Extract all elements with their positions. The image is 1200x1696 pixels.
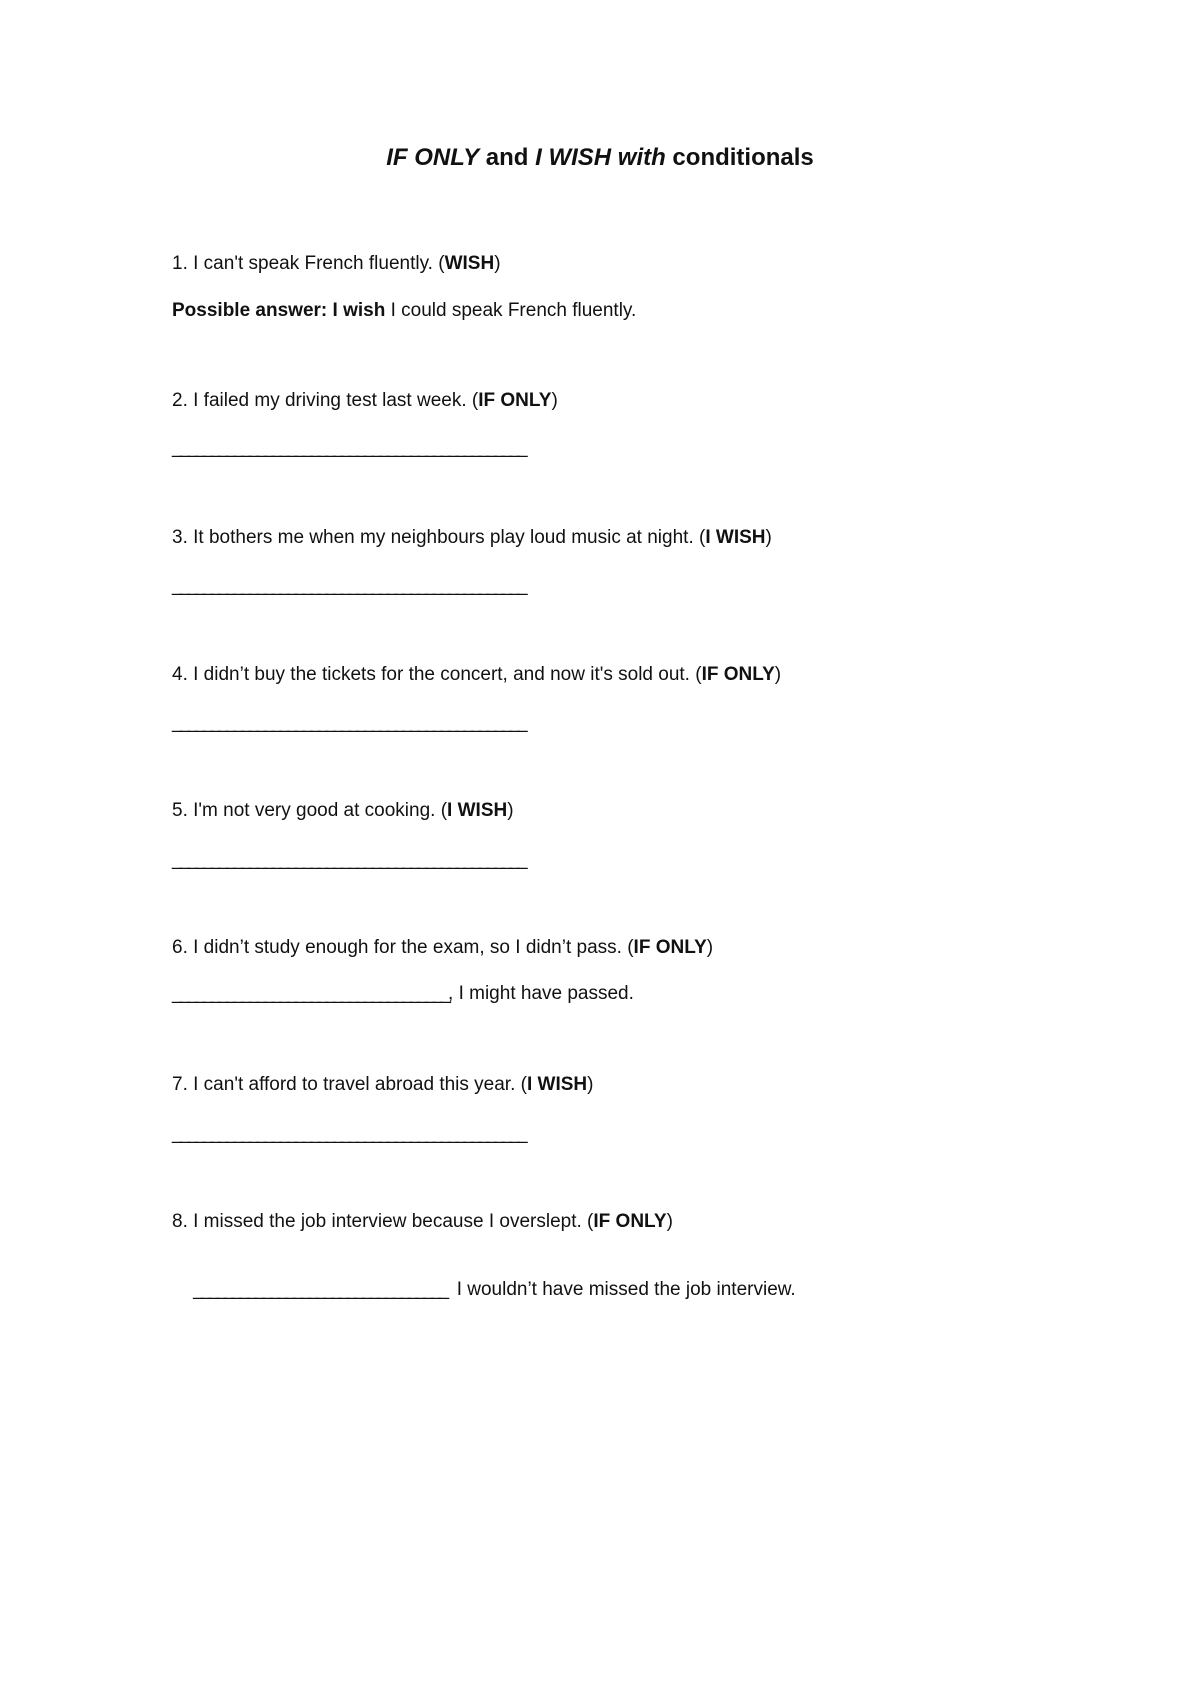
question-6-close: ) xyxy=(706,937,714,958)
question-3-close: ) xyxy=(765,527,772,548)
question-2-prompt: 2. I failed my driving test last week. ( xyxy=(172,390,479,411)
page-title xyxy=(0,144,1200,172)
question-8-prompt: 8. I missed the job interview because I overslept. ( xyxy=(172,1211,594,1232)
answer-blank-4[interactable]: ______________________________________________ xyxy=(172,712,525,733)
question-2-close: ) xyxy=(551,390,558,411)
answer-line-7[interactable] xyxy=(172,1123,525,1145)
question-8 xyxy=(172,1211,673,1233)
question-1-keyword: WISH xyxy=(444,253,495,274)
answer-blank-3[interactable]: ______________________________________________ xyxy=(172,575,525,596)
answer-line-2[interactable] xyxy=(172,437,525,459)
question-5-keyword: I WISH xyxy=(447,800,508,821)
question-7-close: ) xyxy=(587,1074,594,1095)
question-7-keyword: I WISH xyxy=(526,1074,588,1095)
question-5 xyxy=(172,800,514,822)
answer-blank-8[interactable]: _________________________________ xyxy=(193,1279,447,1300)
title-i-wish-with: I WISH with xyxy=(535,144,666,171)
question-7-prompt: 7. I can't afford to travel abroad this year. ( xyxy=(172,1074,527,1095)
answer-label: Possible answer: I wish xyxy=(172,300,386,321)
question-1-close: ) xyxy=(494,253,501,274)
question-4-close: ) xyxy=(774,664,782,685)
question-6-prompt: 6. I didn’t study enough for the exam, so I didn’t pass. ( xyxy=(172,937,634,958)
question-7 xyxy=(172,1074,593,1096)
answer-line-5[interactable] xyxy=(172,849,525,871)
title-and: and xyxy=(479,144,536,171)
answer-blank-5[interactable]: ______________________________________________ xyxy=(172,849,525,870)
question-2-keyword: IF ONLY xyxy=(478,390,552,411)
answer-line-4[interactable] xyxy=(172,712,525,734)
answer-suffix-8: I wouldn’t have missed the job interview. xyxy=(446,1279,796,1300)
question-1 xyxy=(172,253,501,275)
example-answer xyxy=(172,300,636,322)
question-8-keyword: IF ONLY xyxy=(593,1211,667,1232)
answer-blank-6[interactable]: ____________________________________ xyxy=(172,983,449,1004)
answer-blank-7[interactable]: ______________________________________________ xyxy=(172,1123,525,1144)
question-4-keyword: IF ONLY xyxy=(701,664,775,685)
question-5-close: ) xyxy=(507,800,514,821)
question-4-prompt: 4. I didn’t buy the tickets for the concert, and now it's sold out. ( xyxy=(172,664,702,685)
question-2 xyxy=(172,390,558,412)
question-1-prompt: 1. I can't speak French fluently. ( xyxy=(172,253,445,274)
answer-line-8 xyxy=(172,1257,796,1323)
question-3-keyword: I WISH xyxy=(705,527,766,548)
question-5-prompt: 5. I'm not very good at cooking. ( xyxy=(172,800,448,821)
question-3 xyxy=(172,527,772,549)
question-8-close: ) xyxy=(666,1211,673,1232)
answer-line-3[interactable] xyxy=(172,575,525,597)
question-6 xyxy=(172,937,713,959)
answer-text: I could speak French fluently. xyxy=(385,300,637,321)
title-conditionals: conditionals xyxy=(665,144,814,171)
title-if-only: IF ONLY xyxy=(386,144,480,171)
answer-blank-2[interactable]: ______________________________________________ xyxy=(172,437,525,458)
question-4 xyxy=(172,664,781,686)
answer-line-6 xyxy=(172,983,634,1005)
question-3-prompt: 3. It bothers me when my neighbours play loud music at night. ( xyxy=(172,527,706,548)
question-6-keyword: IF ONLY xyxy=(633,937,707,958)
answer-suffix-6: , I might have passed. xyxy=(448,983,634,1004)
